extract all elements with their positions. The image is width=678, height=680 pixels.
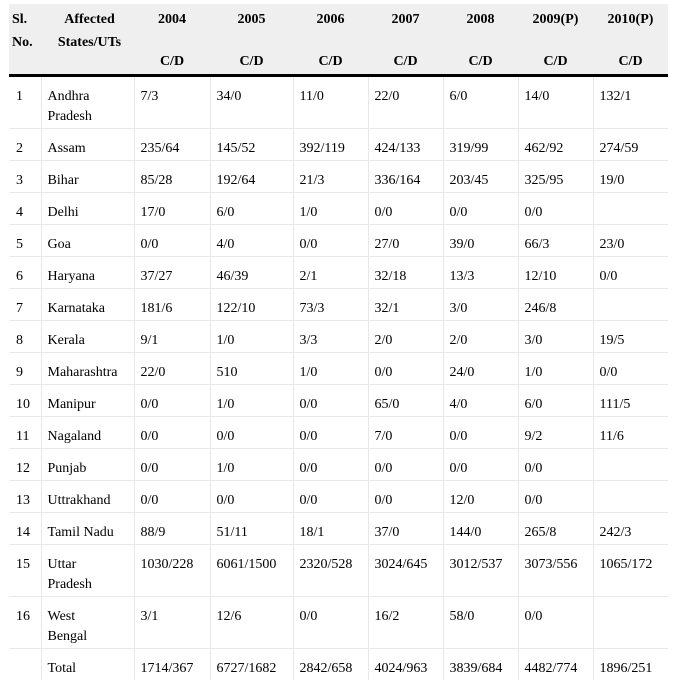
cell-value: 1/0 xyxy=(293,353,368,385)
table-row xyxy=(9,129,668,161)
cell-value: 3/0 xyxy=(443,289,518,321)
cell-sl: 10 xyxy=(9,385,41,417)
table-row xyxy=(9,161,668,193)
cell-value: 23/0 xyxy=(593,225,668,257)
table-row xyxy=(9,449,668,481)
cell-value: 145/52 xyxy=(210,129,293,161)
cell-value: 235/64 xyxy=(134,129,210,161)
cell-state: Haryana xyxy=(41,257,134,289)
cell-value: 0/0 xyxy=(593,257,668,289)
cell-value: 0/0 xyxy=(368,449,443,481)
cell-value xyxy=(593,449,668,481)
header-sl-label: Sl. No. xyxy=(12,8,38,54)
cell-state: Uttar Pradesh xyxy=(41,545,134,597)
header-year xyxy=(593,4,668,76)
cell-value: 2/0 xyxy=(368,321,443,353)
cell-value: 58/0 xyxy=(443,597,518,649)
cell-value: 13/3 xyxy=(443,257,518,289)
cell-value: 462/92 xyxy=(518,129,593,161)
cell-value: 1030/228 xyxy=(134,545,210,597)
cell-sl: 13 xyxy=(9,481,41,513)
cell-value: 0/0 xyxy=(368,353,443,385)
cell-state: West Bengal xyxy=(41,597,134,649)
cell-value: 19/0 xyxy=(593,161,668,193)
header-row xyxy=(9,4,668,76)
cell-value: 4/0 xyxy=(210,225,293,257)
cell-value: 122/10 xyxy=(210,289,293,321)
cell-value: 1/0 xyxy=(293,193,368,225)
cell-value: 0/0 xyxy=(210,417,293,449)
cell-sl: 14 xyxy=(9,513,41,545)
cell-value: 51/11 xyxy=(210,513,293,545)
cell-value: 1/0 xyxy=(518,353,593,385)
cell-state: Punjab xyxy=(41,449,134,481)
cell-sl xyxy=(9,649,41,680)
header-year xyxy=(443,4,518,76)
cell-value: 0/0 xyxy=(293,597,368,649)
cell-sl: 6 xyxy=(9,257,41,289)
cell-value: 0/0 xyxy=(293,449,368,481)
cell-value: 4024/963 xyxy=(368,649,443,680)
cell-value: 203/45 xyxy=(443,161,518,193)
cell-value: 132/1 xyxy=(593,76,668,129)
header-cd: C/D xyxy=(293,54,368,70)
cell-sl: 1 xyxy=(9,76,41,129)
header-year-label: 2010(P) xyxy=(593,8,668,31)
cell-value: 37/27 xyxy=(134,257,210,289)
cell-state: Nagaland xyxy=(41,417,134,449)
cell-value: 0/0 xyxy=(210,481,293,513)
cell-state: Bihar xyxy=(41,161,134,193)
cell-sl: 16 xyxy=(9,597,41,649)
table-row xyxy=(9,76,668,129)
table-row xyxy=(9,225,668,257)
cell-value: 6727/1682 xyxy=(210,649,293,680)
cell-value: 2320/528 xyxy=(293,545,368,597)
cell-value: 246/8 xyxy=(518,289,593,321)
header-cd: C/D xyxy=(593,54,668,70)
cell-value: 37/0 xyxy=(368,513,443,545)
table-row xyxy=(9,353,668,385)
cell-value: 4/0 xyxy=(443,385,518,417)
table-row xyxy=(9,257,668,289)
cell-value: 274/59 xyxy=(593,129,668,161)
cell-value: 6061/1500 xyxy=(210,545,293,597)
cell-value: 73/3 xyxy=(293,289,368,321)
cell-value: 1065/172 xyxy=(593,545,668,597)
cell-value: 1714/367 xyxy=(134,649,210,680)
cell-value: 16/2 xyxy=(368,597,443,649)
cell-value: 66/3 xyxy=(518,225,593,257)
cell-value: 12/0 xyxy=(443,481,518,513)
cell-value: 0/0 xyxy=(134,449,210,481)
cell-sl: 9 xyxy=(9,353,41,385)
cell-state: Total xyxy=(41,649,134,680)
header-year-label: 2009(P) xyxy=(518,8,593,31)
cell-value: 265/8 xyxy=(518,513,593,545)
cell-value: 0/0 xyxy=(518,449,593,481)
cell-value: 3839/684 xyxy=(443,649,518,680)
cell-value: 39/0 xyxy=(443,225,518,257)
cell-sl: 5 xyxy=(9,225,41,257)
cell-sl: 7 xyxy=(9,289,41,321)
cell-value: 424/133 xyxy=(368,129,443,161)
cell-value: 510 xyxy=(210,353,293,385)
table-body xyxy=(9,76,668,680)
cell-value: 0/0 xyxy=(443,193,518,225)
cell-value: 88/9 xyxy=(134,513,210,545)
cell-state: Kerala xyxy=(41,321,134,353)
header-year xyxy=(518,4,593,76)
header-state xyxy=(41,4,134,76)
cell-value: 27/0 xyxy=(368,225,443,257)
cell-state: Goa xyxy=(41,225,134,257)
cell-value xyxy=(593,481,668,513)
cell-value: 18/1 xyxy=(293,513,368,545)
cell-value: 6/0 xyxy=(443,76,518,129)
cell-value: 336/164 xyxy=(368,161,443,193)
cell-state: Karnataka xyxy=(41,289,134,321)
header-year-label: 2006 xyxy=(293,8,368,31)
header-year-label: 2004 xyxy=(134,8,210,31)
cell-value: 0/0 xyxy=(368,193,443,225)
cell-value: 7/0 xyxy=(368,417,443,449)
cell-state: Delhi xyxy=(41,193,134,225)
data-table xyxy=(9,4,668,680)
cell-state: Andhra Pradesh xyxy=(41,76,134,129)
header-year xyxy=(293,4,368,76)
table-row xyxy=(9,481,668,513)
cell-value: 325/95 xyxy=(518,161,593,193)
table-row xyxy=(9,193,668,225)
cell-value: 1/0 xyxy=(210,449,293,481)
cell-value: 0/0 xyxy=(518,193,593,225)
cell-value: 2/1 xyxy=(293,257,368,289)
cell-value: 3024/645 xyxy=(368,545,443,597)
cell-value: 181/6 xyxy=(134,289,210,321)
header-cd: C/D xyxy=(210,54,293,70)
cell-value: 0/0 xyxy=(518,597,593,649)
table-row xyxy=(9,385,668,417)
header-year-label: 2008 xyxy=(443,8,518,31)
header-cd: C/D xyxy=(443,54,518,70)
cell-value: 319/99 xyxy=(443,129,518,161)
cell-value: 9/2 xyxy=(518,417,593,449)
total-row xyxy=(9,649,668,680)
cell-value: 3012/537 xyxy=(443,545,518,597)
table-row xyxy=(9,321,668,353)
table-row xyxy=(9,597,668,649)
cell-value: 392/119 xyxy=(293,129,368,161)
cell-value: 12/6 xyxy=(210,597,293,649)
cell-value xyxy=(593,289,668,321)
cell-state: Assam xyxy=(41,129,134,161)
header-year-label: 2005 xyxy=(210,8,293,31)
cell-value: 0/0 xyxy=(443,417,518,449)
cell-value: 11/6 xyxy=(593,417,668,449)
cell-value: 3073/556 xyxy=(518,545,593,597)
cell-value: 12/10 xyxy=(518,257,593,289)
cell-value: 11/0 xyxy=(293,76,368,129)
header-year xyxy=(368,4,443,76)
header-cd: C/D xyxy=(368,54,443,70)
cell-sl: 4 xyxy=(9,193,41,225)
cell-sl: 15 xyxy=(9,545,41,597)
cell-value: 32/18 xyxy=(368,257,443,289)
cell-value: 0/0 xyxy=(134,385,210,417)
cell-value: 1896/251 xyxy=(593,649,668,680)
cell-value: 14/0 xyxy=(518,76,593,129)
header-cd: C/D xyxy=(518,54,593,70)
cell-value: 0/0 xyxy=(293,481,368,513)
cell-state: Maharashtra xyxy=(41,353,134,385)
cell-value: 242/3 xyxy=(593,513,668,545)
cell-value: 24/0 xyxy=(443,353,518,385)
cell-value: 3/3 xyxy=(293,321,368,353)
cell-sl: 12 xyxy=(9,449,41,481)
cell-value: 6/0 xyxy=(518,385,593,417)
cell-value: 85/28 xyxy=(134,161,210,193)
cell-sl: 11 xyxy=(9,417,41,449)
cell-value: 111/5 xyxy=(593,385,668,417)
cell-value: 65/0 xyxy=(368,385,443,417)
cell-value: 3/1 xyxy=(134,597,210,649)
cell-value: 6/0 xyxy=(210,193,293,225)
cell-value: 46/39 xyxy=(210,257,293,289)
cell-value: 19/5 xyxy=(593,321,668,353)
cell-value: 7/3 xyxy=(134,76,210,129)
cell-state: Manipur xyxy=(41,385,134,417)
header-year xyxy=(210,4,293,76)
header-year-label: 2007 xyxy=(368,8,443,31)
cell-value: 144/0 xyxy=(443,513,518,545)
cell-value: 3/0 xyxy=(518,321,593,353)
header-cd: C/D xyxy=(134,54,210,70)
cell-sl: 2 xyxy=(9,129,41,161)
cell-value: 0/0 xyxy=(134,225,210,257)
header-sl xyxy=(9,4,41,76)
cell-value: 0/0 xyxy=(443,449,518,481)
cell-value: 0/0 xyxy=(518,481,593,513)
cell-value xyxy=(593,597,668,649)
cell-value: 9/1 xyxy=(134,321,210,353)
cell-state: Tamil Nadu xyxy=(41,513,134,545)
cell-value: 2/0 xyxy=(443,321,518,353)
cell-value: 0/0 xyxy=(134,417,210,449)
cell-value: 2842/658 xyxy=(293,649,368,680)
table-row xyxy=(9,417,668,449)
table-row xyxy=(9,289,668,321)
cell-value: 22/0 xyxy=(134,353,210,385)
cell-value: 0/0 xyxy=(368,481,443,513)
cell-value: 4482/774 xyxy=(518,649,593,680)
cell-value: 0/0 xyxy=(293,225,368,257)
cell-sl: 3 xyxy=(9,161,41,193)
cell-value: 0/0 xyxy=(593,353,668,385)
header-state-label: Affected States/UTs xyxy=(41,8,134,54)
cell-value: 0/0 xyxy=(134,481,210,513)
cell-sl: 8 xyxy=(9,321,41,353)
header-year xyxy=(134,4,210,76)
cell-value xyxy=(593,193,668,225)
cell-value: 192/64 xyxy=(210,161,293,193)
table-row xyxy=(9,545,668,597)
cell-state: Uttrakhand xyxy=(41,481,134,513)
cell-value: 1/0 xyxy=(210,385,293,417)
cell-value: 34/0 xyxy=(210,76,293,129)
cell-value: 0/0 xyxy=(293,385,368,417)
cell-value: 0/0 xyxy=(293,417,368,449)
cell-value: 22/0 xyxy=(368,76,443,129)
cell-value: 21/3 xyxy=(293,161,368,193)
table-row xyxy=(9,513,668,545)
cell-value: 32/1 xyxy=(368,289,443,321)
cell-value: 17/0 xyxy=(134,193,210,225)
cell-value: 1/0 xyxy=(210,321,293,353)
